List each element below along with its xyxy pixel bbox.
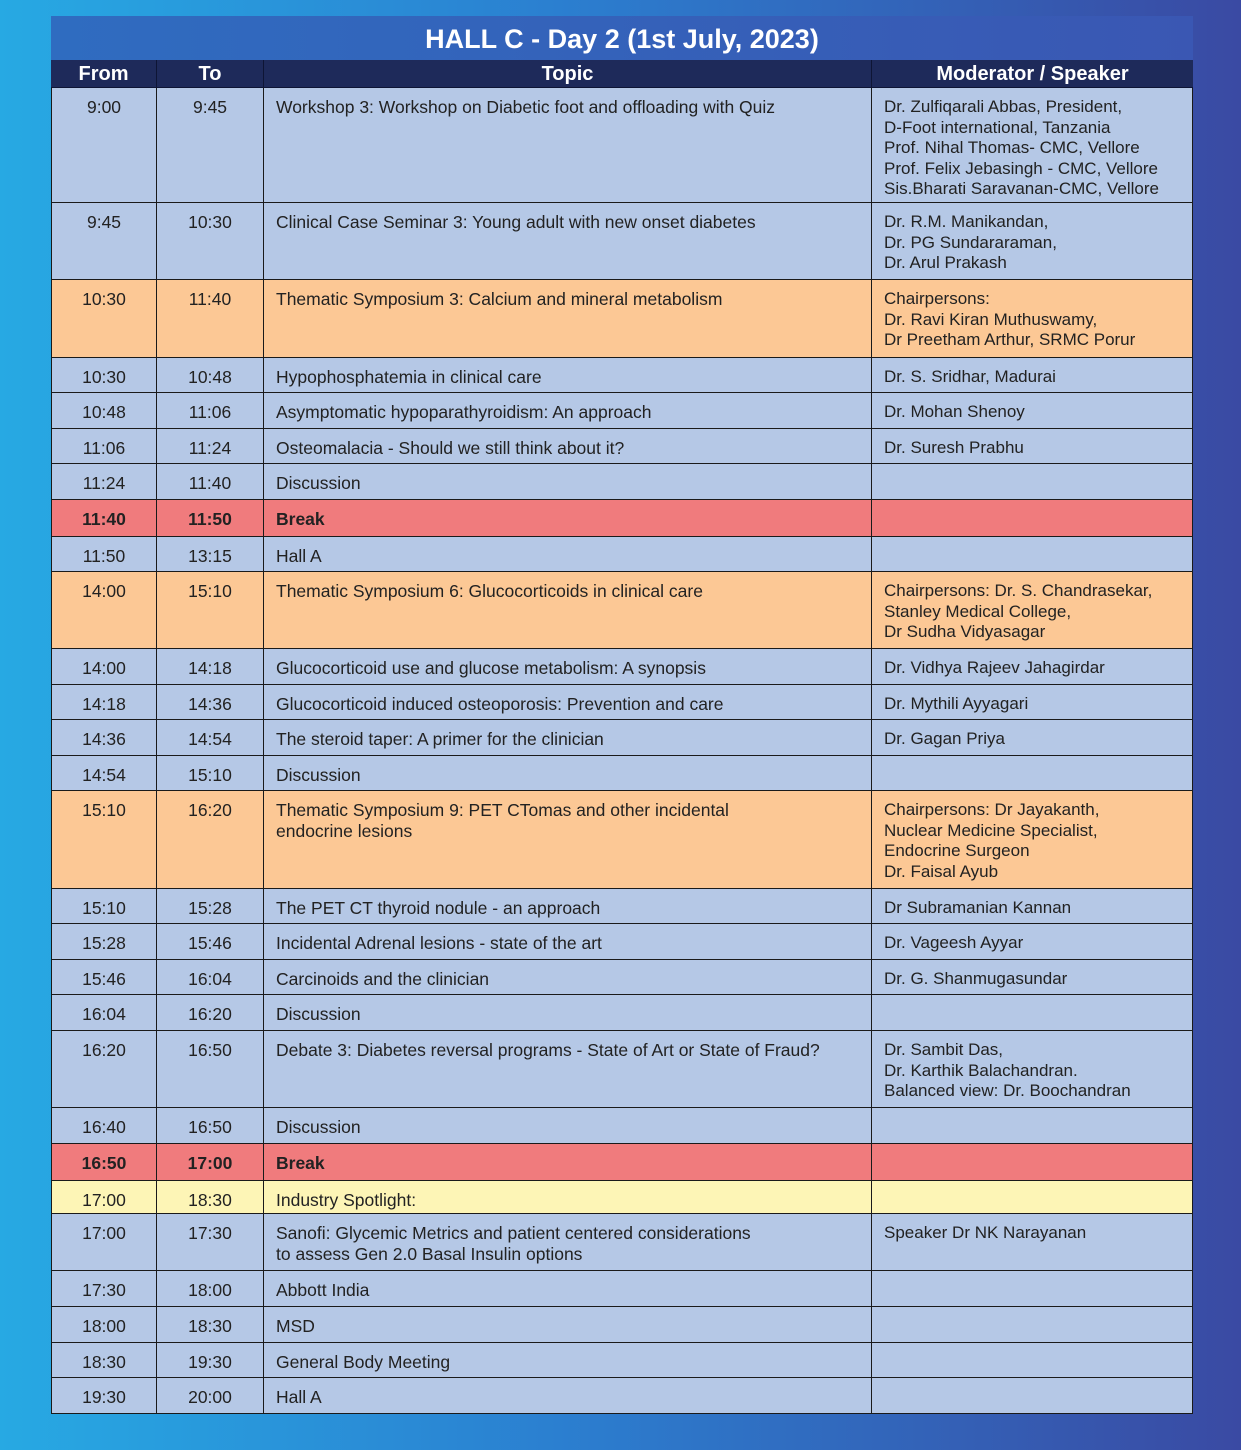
speaker-cell: Chairpersons: Dr Jayakanth, Nuclear Medicine Specialist, Endocrine Surgeon Dr. Faisal Ayub [872,791,1193,889]
topic-cell: Glucocorticoid use and glucose metabolism: A synopsis [264,649,872,685]
topic-cell: Thematic Symposium 6: Glucocorticoids in clinical care [264,572,872,649]
speaker-cell: Dr. S. Sridhar, Madurai [872,358,1193,393]
topic-cell: Break [264,500,872,537]
to-cell: 14:18 [157,649,264,685]
speaker-cell [872,1181,1193,1214]
from-cell: 19:30 [51,1378,157,1414]
speaker-cell: Dr. Mohan Shenoy [872,393,1193,429]
schedule-sheet [51,16,1193,1414]
header-speaker: Moderator / Speaker [872,60,1193,88]
speaker-cell: Dr. G. Shanmugasundar [872,960,1193,995]
header-to: To [157,60,264,88]
from-cell: 11:40 [51,500,157,537]
speaker-cell [872,995,1193,1031]
from-cell: 9:00 [51,88,157,203]
to-cell: 9:45 [157,88,264,203]
from-cell: 18:00 [51,1307,157,1343]
schedule-table [51,60,1193,1414]
to-cell: 11:24 [157,429,264,464]
topic-cell: Hypophosphatemia in clinical care [264,358,872,393]
to-cell: 19:30 [157,1343,264,1378]
topic-cell: Discussion [264,464,872,500]
to-cell: 16:50 [157,1031,264,1108]
speaker-cell [872,500,1193,537]
to-cell: 15:10 [157,756,264,791]
speaker-cell: Dr. Vageesh Ayyar [872,924,1193,960]
topic-cell: Carcinoids and the clinician [264,960,872,995]
from-cell: 17:00 [51,1214,157,1271]
topic-cell: The steroid taper: A primer for the clinician [264,720,872,756]
to-cell: 10:30 [157,203,264,280]
from-cell: 11:50 [51,537,157,572]
to-cell: 10:48 [157,358,264,393]
topic-cell: Asymptomatic hypoparathyroidism: An approach [264,393,872,429]
speaker-cell [872,1343,1193,1378]
from-cell: 15:28 [51,924,157,960]
topic-cell: Industry Spotlight: [264,1181,872,1214]
speaker-cell: Dr. R.M. Manikandan, Dr. PG Sundararaman, Dr. Arul Prakash [872,203,1193,280]
speaker-cell [872,1271,1193,1307]
to-cell: 17:00 [157,1144,264,1181]
to-cell: 20:00 [157,1378,264,1414]
from-cell: 16:04 [51,995,157,1031]
to-cell: 16:04 [157,960,264,995]
speaker-cell [872,464,1193,500]
topic-cell: Discussion [264,1108,872,1144]
topic-cell: Thematic Symposium 3: Calcium and mineral metabolism [264,280,872,358]
topic-cell: Incidental Adrenal lesions - state of the art [264,924,872,960]
from-cell: 11:06 [51,429,157,464]
from-cell: 16:40 [51,1108,157,1144]
speaker-cell: Dr. Zulfiqarali Abbas, President, D-Foot international, Tanzania Prof. Nihal Thomas- CMC, Vellore Prof. Felix Jebasingh - CMC, Vellore Sis.Bharati Saravanan-CMC, Vellore [872,88,1193,203]
from-cell: 11:24 [51,464,157,500]
to-cell: 13:15 [157,537,264,572]
to-cell: 17:30 [157,1214,264,1271]
speaker-cell: Dr. Vidhya Rajeev Jahagirdar [872,649,1193,685]
speaker-cell [872,1108,1193,1144]
from-cell: 15:10 [51,791,157,889]
to-cell: 11:06 [157,393,264,429]
speaker-cell: Dr. Sambit Das, Dr. Karthik Balachandran. Balanced view: Dr. Boochandran [872,1031,1193,1108]
speaker-cell: Chairpersons: Dr. Ravi Kiran Muthuswamy, Dr Preetham Arthur, SRMC Porur [872,280,1193,358]
speaker-cell: Chairpersons: Dr. S. Chandrasekar, Stanley Medical College, Dr Sudha Vidyasagar [872,572,1193,649]
topic-cell: Break [264,1144,872,1181]
topic-cell: Discussion [264,756,872,791]
topic-cell: Thematic Symposium 9: PET CTomas and other incidental endocrine lesions [264,791,872,889]
to-cell: 18:30 [157,1181,264,1214]
from-cell: 15:10 [51,889,157,924]
from-cell: 9:45 [51,203,157,280]
from-cell: 16:50 [51,1144,157,1181]
from-cell: 16:20 [51,1031,157,1108]
topic-cell: MSD [264,1307,872,1343]
speaker-cell: Dr. Suresh Prabhu [872,429,1193,464]
header-topic: Topic [264,60,872,88]
to-cell: 11:40 [157,280,264,358]
to-cell: 15:28 [157,889,264,924]
topic-cell: Sanofi: Glycemic Metrics and patient centered considerations to assess Gen 2.0 Basal Insulin options [264,1214,872,1271]
to-cell: 16:20 [157,791,264,889]
from-cell: 15:46 [51,960,157,995]
to-cell: 14:54 [157,720,264,756]
from-cell: 10:30 [51,280,157,358]
to-cell: 11:50 [157,500,264,537]
from-cell: 14:18 [51,685,157,720]
to-cell: 16:50 [157,1108,264,1144]
topic-cell: Workshop 3: Workshop on Diabetic foot and offloading with Quiz [264,88,872,203]
speaker-cell: Speaker Dr NK Narayanan [872,1214,1193,1271]
page-title: HALL C - Day 2 (1st July, 2023) [51,16,1193,60]
from-cell: 18:30 [51,1343,157,1378]
topic-cell: Osteomalacia - Should we still think about it? [264,429,872,464]
from-cell: 14:54 [51,756,157,791]
from-cell: 17:00 [51,1181,157,1214]
to-cell: 14:36 [157,685,264,720]
from-cell: 14:36 [51,720,157,756]
topic-cell: Abbott India [264,1271,872,1307]
speaker-cell: Dr. Gagan Priya [872,720,1193,756]
to-cell: 15:10 [157,572,264,649]
topic-cell: Debate 3: Diabetes reversal programs - State of Art or State of Fraud? [264,1031,872,1108]
to-cell: 18:00 [157,1271,264,1307]
from-cell: 14:00 [51,649,157,685]
from-cell: 10:48 [51,393,157,429]
speaker-cell [872,1307,1193,1343]
from-cell: 10:30 [51,358,157,393]
from-cell: 17:30 [51,1271,157,1307]
from-cell: 14:00 [51,572,157,649]
speaker-cell: Dr. Mythili Ayyagari [872,685,1193,720]
speaker-cell [872,1378,1193,1414]
speaker-cell [872,1144,1193,1181]
to-cell: 15:46 [157,924,264,960]
to-cell: 18:30 [157,1307,264,1343]
speaker-cell [872,756,1193,791]
speaker-cell: Dr Subramanian Kannan [872,889,1193,924]
header-from: From [51,60,157,88]
topic-cell: Hall A [264,1378,872,1414]
topic-cell: The PET CT thyroid nodule - an approach [264,889,872,924]
topic-cell: Hall A [264,537,872,572]
topic-cell: General Body Meeting [264,1343,872,1378]
to-cell: 16:20 [157,995,264,1031]
to-cell: 11:40 [157,464,264,500]
topic-cell: Discussion [264,995,872,1031]
topic-cell: Glucocorticoid induced osteoporosis: Prevention and care [264,685,872,720]
speaker-cell [872,537,1193,572]
topic-cell: Clinical Case Seminar 3: Young adult with new onset diabetes [264,203,872,280]
